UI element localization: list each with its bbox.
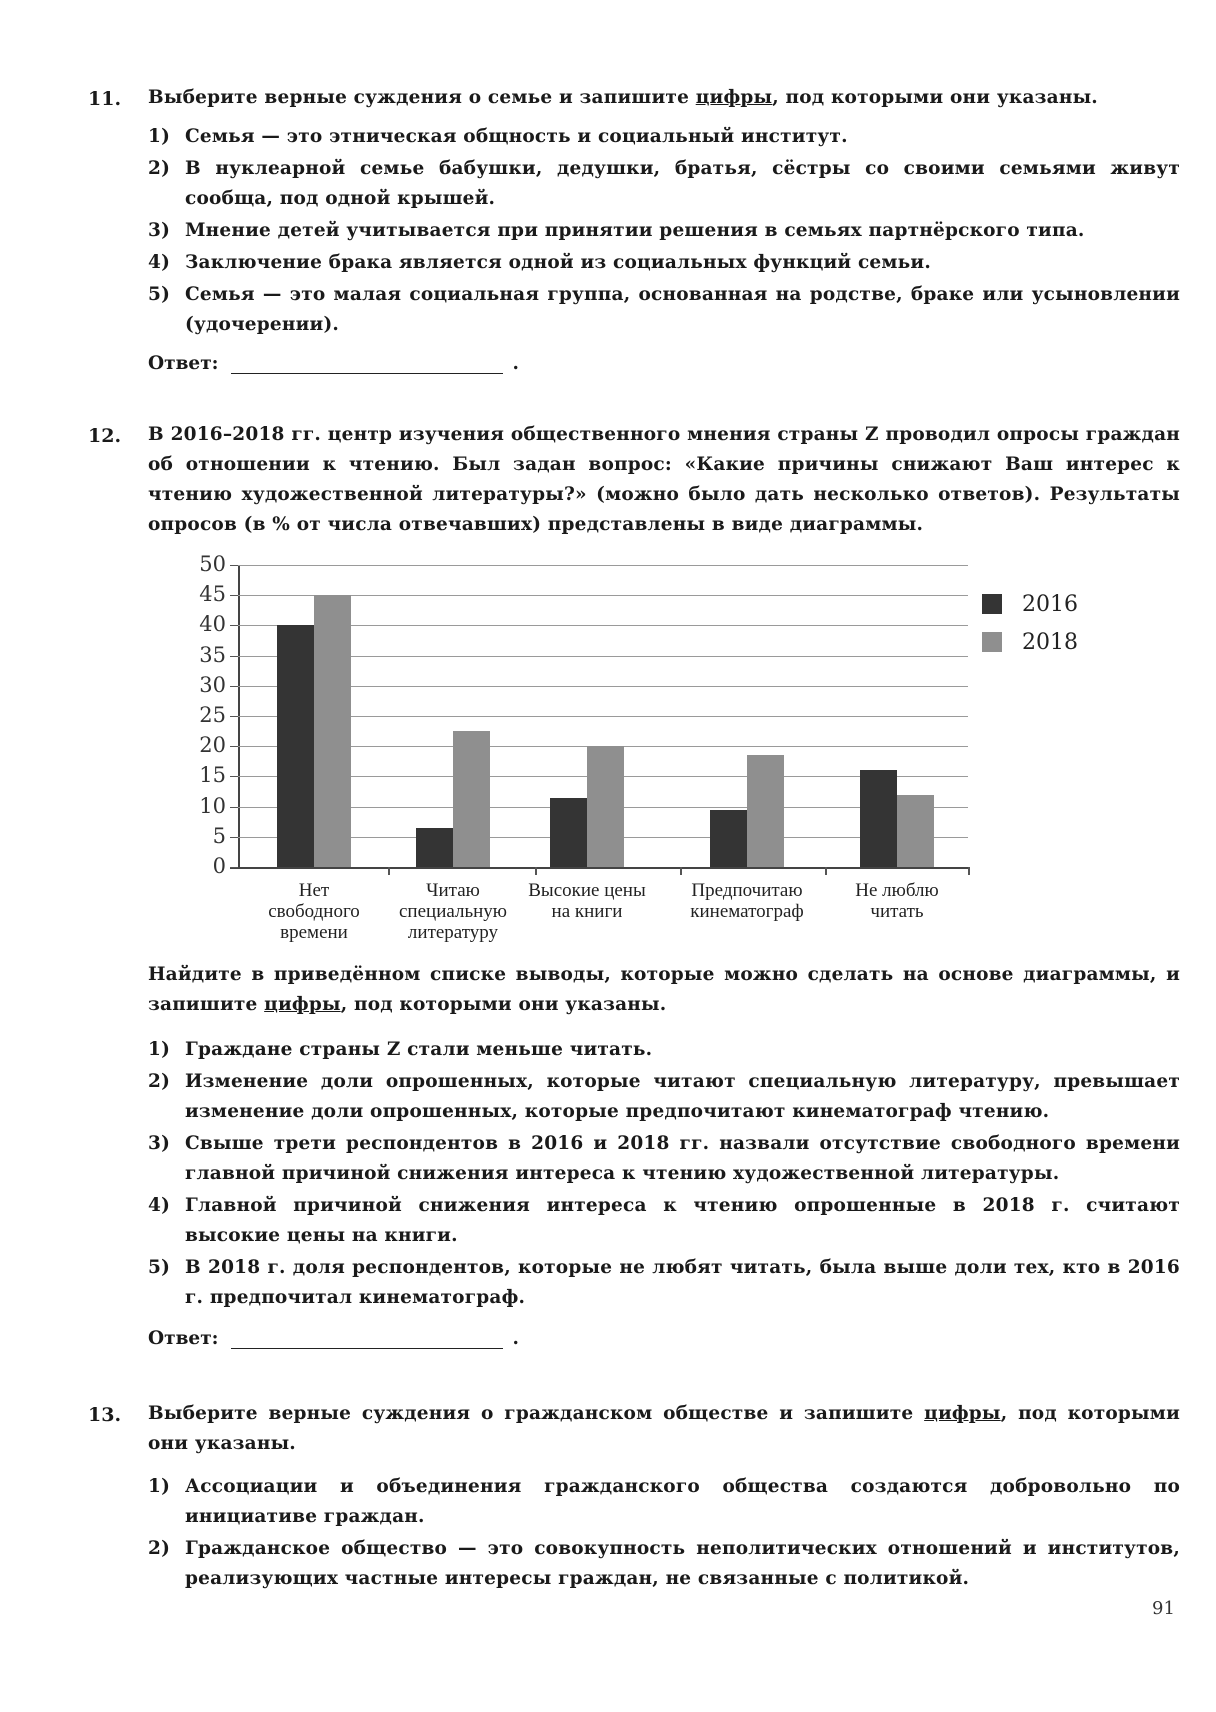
gridline [238,565,968,566]
legend-item-2018 [982,623,1078,661]
x-tick-mark [825,867,827,875]
gridline [238,837,968,838]
option-number: 3) [148,1133,171,1154]
gridline [238,776,968,777]
y-tick-mark [230,807,238,808]
gridline [238,625,968,626]
answer-row [148,352,519,374]
x-category-label: Не люблю читать [855,880,939,922]
task-number: 12. [88,425,122,447]
task-prompt [148,83,1180,113]
option-number: 1) [148,1039,171,1060]
answer-period: . [512,1328,519,1349]
option-number: 5) [148,284,171,305]
bar-2018 [587,746,624,867]
bar-2016 [860,770,897,867]
legend-swatch-icon [982,632,1002,652]
option-text: Свыше трети респондентов в 2016 и 2018 гг. назвали отсутствие свободного времени главной причиной снижения интереса к чтению художественной литературы. [185,1133,1180,1184]
task-number: 13. [88,1404,122,1426]
y-tick-label: 50 [199,552,226,576]
x-category-label: Предпочитаю кинематограф [690,880,804,922]
option-item [148,1191,1180,1251]
y-axis [238,565,240,868]
x-tick-mark [968,867,970,875]
x-category-label: Нет свободного времени [268,880,360,943]
legend-item-2016 [982,585,1078,623]
legend-label: 2018 [1022,629,1078,655]
y-tick-mark [230,686,238,687]
option-text: В нуклеарной семье бабушки, дедушки, братья, сёстры со своими семьями живут сообща, под одной крышей. [185,158,1180,209]
y-tick-label: 30 [199,672,226,697]
option-item [148,216,1180,246]
option-item [148,1253,1180,1313]
task-number: 11. [88,88,122,110]
prompt-text: , под которыми они указаны. [148,1403,1180,1454]
option-number: 2) [148,1538,171,1559]
options-list [148,1035,1180,1315]
prompt-text: Выберите верные суждения о гражданском обществе и запишите [148,1403,925,1424]
y-tick-mark [230,867,238,868]
bar-2016 [550,798,587,867]
option-text: Изменение доли опрошенных, которые читают специальную литературу, превышает изменение доли опрошенных, которые предпочитают кинематограф чтению. [185,1071,1180,1122]
bar-2016 [710,810,747,867]
option-number: 3) [148,220,171,241]
question-prompt [148,960,1180,1020]
option-item [148,1067,1180,1127]
y-tick-label: 35 [199,642,226,667]
legend-swatch-icon [982,594,1002,614]
y-tick-label: 25 [199,703,226,727]
answer-field[interactable] [231,1327,503,1349]
bar-2016 [416,828,453,867]
option-text: Граждане страны Z стали меньше читать. [185,1039,653,1060]
prompt-keyword: цифры [924,1403,1001,1424]
y-tick-mark [230,625,238,626]
y-tick-mark [230,656,238,657]
prompt-keyword: цифры [264,994,341,1015]
options-list [148,122,1180,342]
answer-label: Ответ: [148,353,219,374]
prompt-keyword: цифры [695,87,773,108]
answer-label: Ответ: [148,1328,219,1349]
option-number: 1) [148,126,171,147]
y-tick-label: 40 [199,612,226,637]
gridline [238,686,968,687]
option-text: Мнение детей учитывается при принятии решения в семьях партнёрского типа. [185,220,1085,241]
chart-legend [982,585,1078,661]
bar-2018 [897,795,934,867]
option-item [148,1035,1180,1065]
option-number: 4) [148,252,171,273]
options-list [148,1472,1180,1596]
gridline [238,807,968,808]
prompt-text: , под которыми они указаны. [340,994,667,1015]
answer-period: . [512,353,519,374]
answer-field[interactable] [231,352,503,374]
option-text: Гражданское общество — это совокупность неполитических отношений и институтов, реализующих частные интересы граждан, не связанные с политикой. [185,1538,1180,1589]
option-number: 4) [148,1195,171,1216]
y-tick-mark [230,776,238,777]
option-text: Ассоциации и объединения гражданского общества создаются добровольно по инициативе граждан. [185,1476,1180,1527]
y-tick-mark [230,716,238,717]
option-text: Заключение брака является одной из социальных функций семьи. [185,252,931,273]
option-item [148,1472,1180,1532]
option-item [148,122,1180,152]
gridline [238,716,968,717]
option-number: 1) [148,1476,171,1497]
prompt-text: , под которыми они указаны. [772,87,1098,108]
x-tick-mark [680,867,682,875]
option-number: 2) [148,158,171,179]
page-number: 91 [1152,1598,1175,1619]
option-item [148,280,1180,340]
y-tick-label: 15 [199,763,226,788]
answer-row [148,1327,519,1349]
gridline [238,656,968,657]
x-axis [230,867,970,869]
bar-2016 [277,625,314,867]
option-text: Семья — это малая социальная группа, основанная на родстве, браке или усыновлении (удочерении). [185,284,1180,335]
option-item [148,248,1180,278]
bar-2018 [314,595,351,867]
bar-2018 [747,755,784,867]
x-tick-mark [535,867,537,875]
y-tick-mark [230,746,238,747]
x-category-label: Высокие цены на книги [528,880,646,922]
prompt-text: Найдите в приведённом списке выводы, которые можно сделать на основе диаграммы, и запишите [148,964,1180,1015]
prompt-text: Выберите верные суждения о семье и запишите [148,87,696,108]
y-tick-label: 5 [212,823,226,848]
option-text: В 2018 г. доля респондентов, которые не любят читать, была выше доли тех, кто в 2016 г. предпочитал кинематограф. [185,1257,1180,1308]
y-tick-mark [230,565,238,566]
option-item [148,1129,1180,1189]
bar-2018 [453,731,490,867]
y-tick-label: 45 [199,582,226,607]
y-tick-label: 10 [199,793,226,818]
y-tick-mark [230,595,238,596]
option-number: 5) [148,1257,171,1278]
option-number: 2) [148,1071,171,1092]
task-prompt: В 2016–2018 гг. центр изучения общественного мнения страны Z проводил опросы граждан об отношении к чтению. Был задан вопрос: «Какие причины снижают Ваш интерес к чтению художественной литературы?» (можно было дать несколько ответов). Результаты опросов (в % от числа отвечавших) представлены в виде диаграммы. [148,424,1180,535]
gridline [238,746,968,747]
y-tick-mark [230,837,238,838]
x-category-label: Читаю специальную литературу [399,880,507,943]
legend-label: 2016 [1022,591,1078,617]
option-item [148,1534,1180,1594]
option-item [148,154,1180,214]
task-prompt [148,1399,1180,1459]
y-tick-label: 20 [199,733,226,758]
y-tick-label: 0 [212,854,226,878]
x-tick-mark [388,867,390,875]
option-text: Главной причиной снижения интереса к чтению опрошенные в 2018 г. считают высокие цены на книги. [185,1195,1180,1246]
option-text: Семья — это этническая общность и социальный институт. [185,126,848,147]
gridline [238,595,968,596]
